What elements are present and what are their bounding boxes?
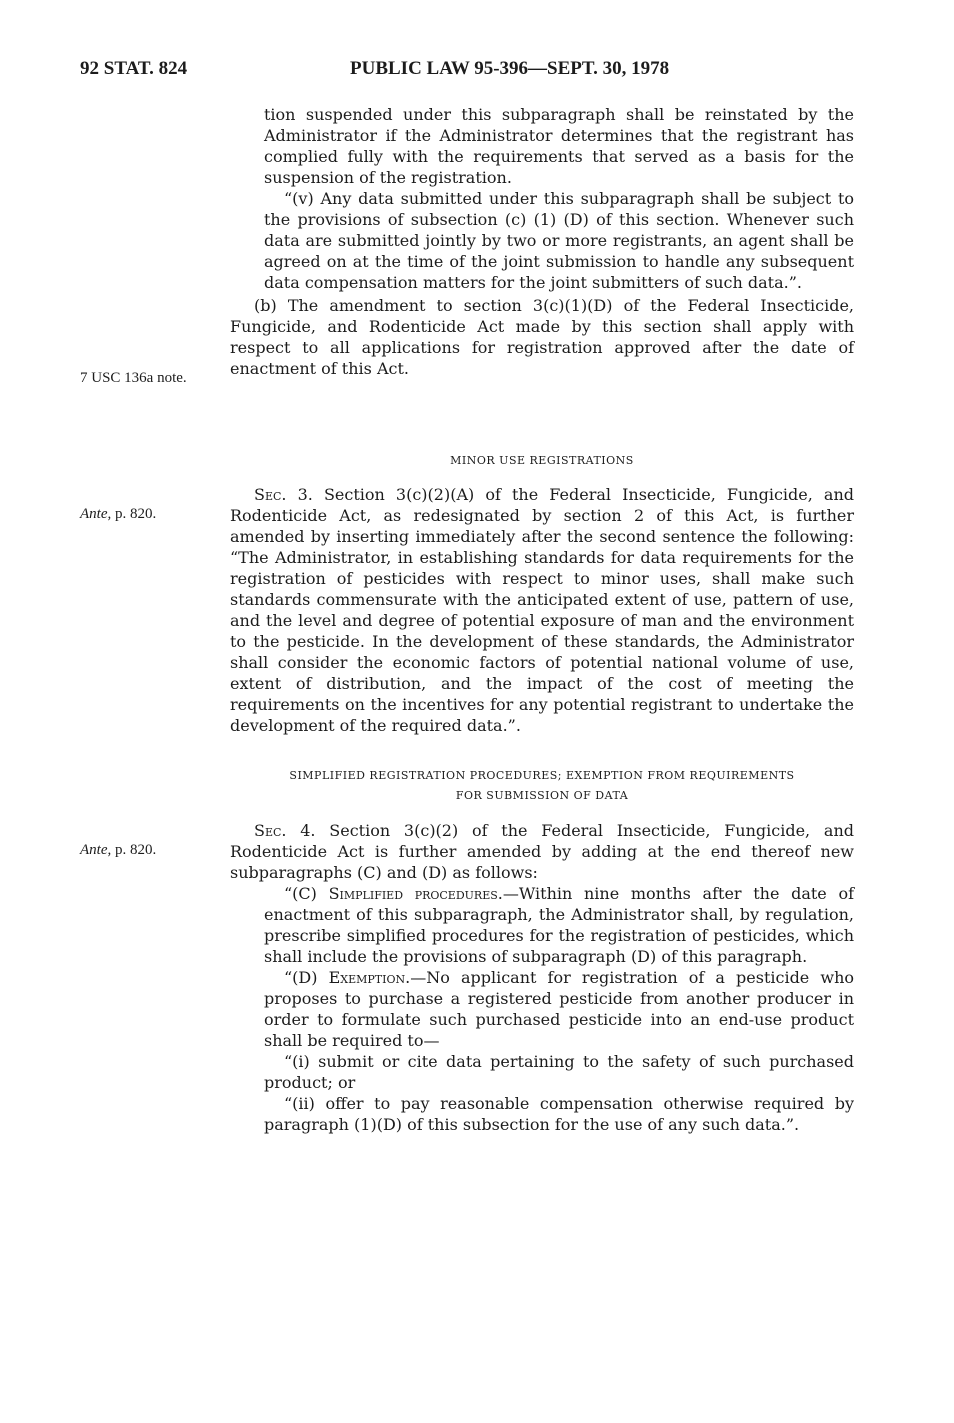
subparagraph-d-title: Exemption.: [328, 968, 411, 987]
heading-simplified-registration: [230, 766, 854, 806]
clause-ii: “(ii) offer to pay reasonable compensation otherwise required by paragraph (1)(D) of this subsection for the use of any such data.”.: [264, 1094, 854, 1134]
subparagraph-d: [230, 967, 854, 1051]
section-3-text: Section 3(c)(2)(A) of the Federal Insecticide, Fungicide, and Rodenticide Act, as redesignated by section 2 of this Act, is further amended by inserting immediately after the second sentence the following: “The Administrator, in establishing standards for data requirements for the registration of pesticides with respect to minor uses, shall make such standards commensurate with the anticipated extent of use, pattern of use, and the level and degree of potential exposure of man and the environment to the pesticide. In the development of these standards, the Administrator shall consider the economic factors of potential national volume of use, extent of distribution, and the impact of the cost of meeting the requirements on the incentives for any potential registrant to undertake the development of the required data.”.: [230, 485, 854, 735]
section-continuation: [230, 104, 854, 379]
section-4-paragraph: [230, 820, 854, 883]
margin-note-ante-1-italic: Ante,: [80, 506, 112, 522]
clause-v-paragraph: “(v) Any data submitted under this subparagraph shall be subject to the provisions of subsection (c) (1) (D) of this section. Whenever such data are submitted jointly by two or more registrants, an agent shall be agreed on at the time of the joint submission to handle any subsequent data compensation matters for the joint submitters of such data.”.: [264, 189, 854, 292]
clause-i: “(i) submit or cite data pertaining to the safety of such purchased product; or: [264, 1052, 854, 1092]
continuation-paragraph: tion suspended under this subparagraph shall be reinstated by the Administrator if the Administrator determines that the registrant has complied fully with the requirements that served as a basis for the suspension of the registration.: [264, 105, 854, 187]
law-title-date: PUBLIC LAW 95-396—SEPT. 30, 1978: [350, 58, 670, 79]
section-4: [230, 820, 854, 1135]
page-header: [80, 58, 874, 86]
subparagraph-c-prefix: “(C): [284, 884, 329, 903]
heading-simplified-line-1: SIMPLIFIED REGISTRATION PROCEDURES; EXEMPTION FROM REQUIREMENTS: [289, 769, 795, 782]
margin-note-ante-2-page: p. 820.: [111, 842, 157, 858]
margin-note-usc: 7 USC 136a note.: [80, 370, 187, 386]
section-3: [230, 484, 854, 736]
subparagraph-d-text: —No applicant for registration of a pesticide who proposes to purchase a registered pesticide from another producer in order to formulate such purchased pesticide into an end-use product shall be required to—: [264, 968, 855, 1050]
section-4-text: Section 3(c)(2) of the Federal Insecticide, Fungicide, and Rodenticide Act is further amended by adding at the end thereof new subparagraphs (C) and (D) as follows:: [230, 821, 854, 882]
margin-note-ante-2-italic: Ante,: [80, 842, 112, 858]
subparagraph-c: [230, 883, 854, 967]
margin-note-ante-1-page: p. 820.: [111, 506, 157, 522]
statute-page-number: 92 STAT. 824: [80, 58, 188, 79]
subparagraph-c-text: —Within nine months after the date of enactment of this subparagraph, the Administrator shall, by regulation, prescribe simplified procedures for the registration of pesticides, which shall include the provisions of subparagraph (D) of this paragraph.: [264, 884, 854, 966]
margin-note-ante-2: [80, 842, 220, 859]
heading-simplified-line-2: FOR SUBMISSION OF DATA: [455, 789, 629, 802]
heading-minor-use: MINOR USE REGISTRATIONS: [450, 454, 634, 467]
subparagraph-d-prefix: “(D): [284, 968, 329, 987]
subparagraph-c-title: Simplified procedures.: [328, 884, 503, 903]
section-3-label: Sec. 3.: [254, 485, 313, 504]
subsection-b-paragraph: (b) The amendment to section 3(c)(1)(D) of the Federal Insecticide, Fungicide, and Rodenticide Act made by this section shall apply with respect to all applications for registration approved after the date of enactment of this Act.: [230, 296, 854, 378]
section-3-paragraph: [230, 484, 854, 736]
margin-note-ante-1: [80, 506, 220, 523]
section-4-label: Sec. 4.: [254, 821, 316, 840]
